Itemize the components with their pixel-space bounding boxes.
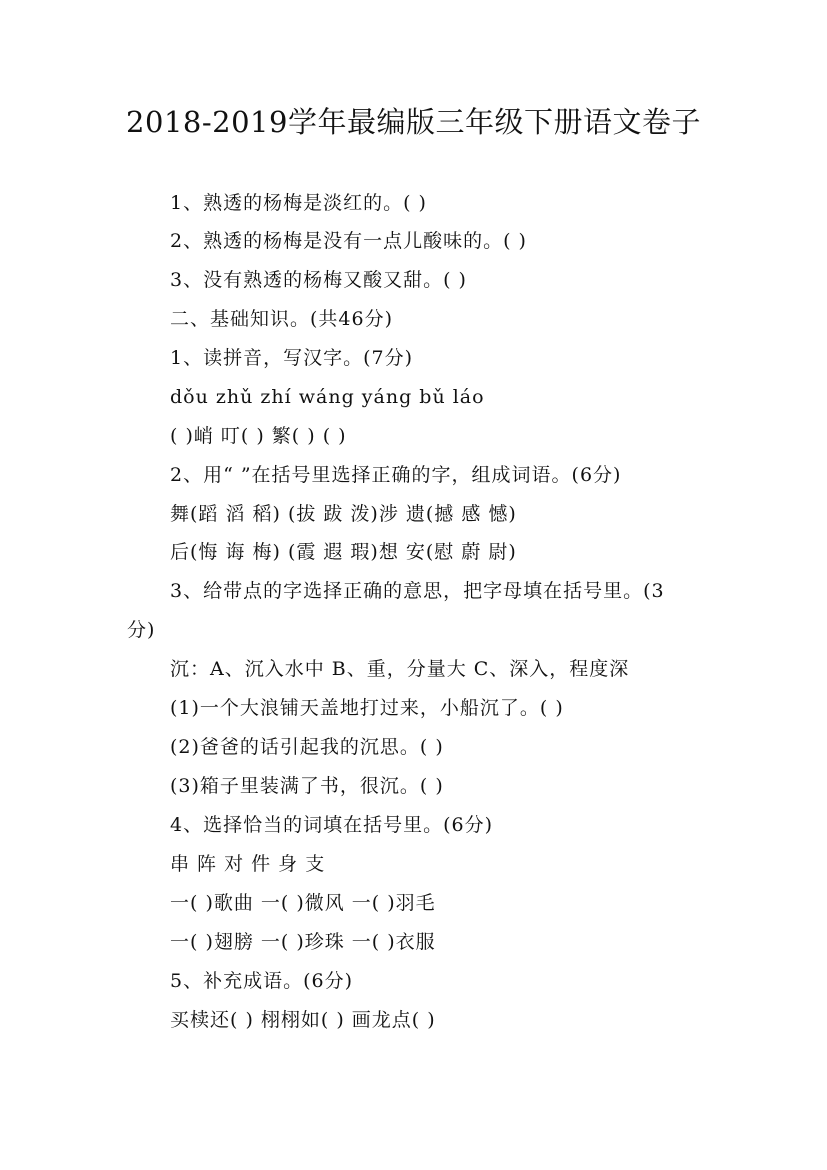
word-bank-line: 串 阵 对 件 身 支 xyxy=(170,853,326,875)
word-choice-line: 后(悔 诲 梅) (霞 遐 瑕)想 安(慰 蔚 尉) xyxy=(170,541,517,563)
question-line: 2、用“ ”在括号里选择正确的字，组成词语。(6分) xyxy=(170,464,622,486)
section-heading: 二、基础知识。(共46分) xyxy=(170,308,394,330)
question-line: 2、熟透的杨梅是没有一点儿酸味的。( ) xyxy=(170,230,527,252)
answer-blanks-line: 买椟还( ) 栩栩如( ) 画龙点( ) xyxy=(170,1009,436,1031)
question-line: 4、选择恰当的词填在括号里。(6分) xyxy=(170,814,494,836)
meaning-options-line: 沉：A、沉入水中 B、重，分量大 C、深入，程度深 xyxy=(170,658,630,680)
question-line: 1、熟透的杨梅是淡红的。( ) xyxy=(170,192,427,214)
question-line: 1、读拼音，写汉字。(7分) xyxy=(170,347,414,369)
answer-blanks-line: 一( )翅膀 一( )珍珠 一( )衣服 xyxy=(170,931,436,953)
question-line: 3、没有熟透的杨梅又酸又甜。( ) xyxy=(170,269,467,291)
question-line-wrap: 分) xyxy=(127,619,156,641)
word-choice-line: 舞(蹈 滔 稻) (拔 跋 泼)涉 遗(撼 感 憾) xyxy=(170,503,517,525)
question-line: (3)箱子里装满了书，很沉。( ) xyxy=(170,775,444,797)
pinyin-line: dǒu zhǔ zhí wáng yáng bǔ láo xyxy=(170,386,485,408)
question-line: (2)爸爸的话引起我的沉思。( ) xyxy=(170,736,444,758)
question-line: 5、补充成语。(6分) xyxy=(170,970,354,992)
page-title: 2018-2019学年最编版三年级下册语文卷子 xyxy=(126,105,701,139)
question-line: (1)一个大浪铺天盖地打过来，小船沉了。( ) xyxy=(170,697,564,719)
answer-blanks-line: ( )峭 叮( ) 繁( ) ( ) xyxy=(170,425,347,447)
question-line: 3、给带点的字选择正确的意思，把字母填在括号里。(3 xyxy=(170,580,665,602)
answer-blanks-line: 一( )歌曲 一( )微风 一( )羽毛 xyxy=(170,892,436,914)
